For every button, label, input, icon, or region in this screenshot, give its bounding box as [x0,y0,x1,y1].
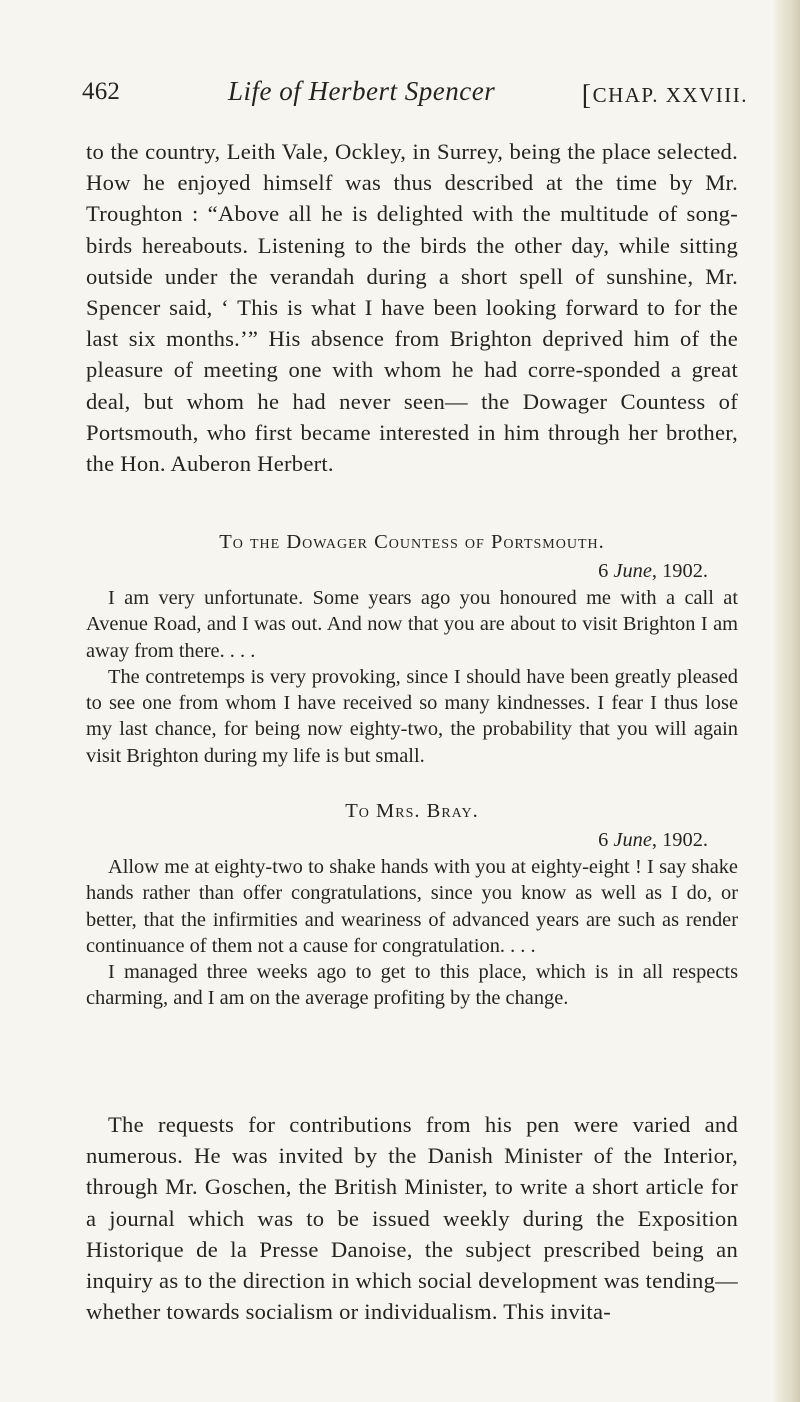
date-year: 1902. [662,560,708,582]
date-month: June [613,829,652,851]
date-comma: , [651,829,657,851]
closing-paragraph-block [86,1109,738,1327]
date-month: June [613,560,652,582]
letter-heading-bray: To Mrs. Bray. [345,800,479,822]
date-day: 6 [598,829,609,851]
letter-heading-portsmouth: To the Dowager Countess of Portsmouth. [219,531,605,553]
chapter-reference [582,78,748,110]
running-head [82,76,748,116]
date-comma: , [651,560,657,582]
letter-body-bray [86,854,738,1012]
opening-paragraph: to the country, Leith Vale, Ockley, in Surrey, being the place selected. How he enjoyed himself was thus described at the time by Mr. Troughton : “Above all he is delighted with the multitude of song-birds hereabouts. Listening to the birds the other day, while sitting outside under the verandah during a short spell of sunshine, Mr. Spencer said, ‘ This is what I have been looking forward to for the last six months.’” His absence from Brighton deprived him of the pleasure of meeting one with whom he had corre-sponded a great deal, but whom he had never seen— the Dowager Countess of Portsmouth, who first became interested in him through her brother, the Hon. Auberon Herbert. [86,139,738,477]
letter-paragraph: I am very unfortunate. Some years ago you honoured me with a call at Avenue Road, and I was out. And now that you are about to visit Brighton I am away from there. . . . [86,587,738,662]
running-title: Life of Herbert Spencer [228,76,496,106]
opening-bracket: [ [581,80,593,111]
letter-date-portsmouth [598,558,708,584]
opening-paragraph-block [86,136,738,479]
letter-body-portsmouth [86,585,738,769]
chapter-label: CHAP. XXVIII. [592,83,748,107]
date-year: 1902. [662,829,708,851]
page-number: 462 [82,78,121,105]
letter-date-bray [598,827,708,853]
page-edge-shadow [772,0,800,1402]
date-day: 6 [598,560,609,582]
closing-paragraph: The requests for contributions from his pen were varied and numerous. He was invited by the Danish Minister of the Interior, through Mr. Goschen, the British Minister, to write a short article for a journal which was to be issued weekly during the Exposition Historique de la Presse Danoise, the subject prescribed being an inquiry as to the direction in which social development was tending— whether towards socialism or individualism. This invita- [86,1112,738,1325]
letter-paragraph: The contretemps is very provoking, since I should have been greatly pleased to see one from whom I have received so many kindnesses. I fear I thus lose my last chance, for being now eighty-two, the probability that you will again visit Brighton during my life is but small. [86,665,738,767]
letter-paragraph: I managed three weeks ago to get to this place, which is in all respects charming, and I am on the average profiting by the change. [86,961,738,1010]
letter-paragraph: Allow me at eighty-two to shake hands with you at eighty-eight ! I say shake hands rather than offer congratulations, since you know as well as I do, or better, that the infirmities and weariness of advanced years are such as render continuance of them not a cause for congratulation. . . . [86,856,738,957]
